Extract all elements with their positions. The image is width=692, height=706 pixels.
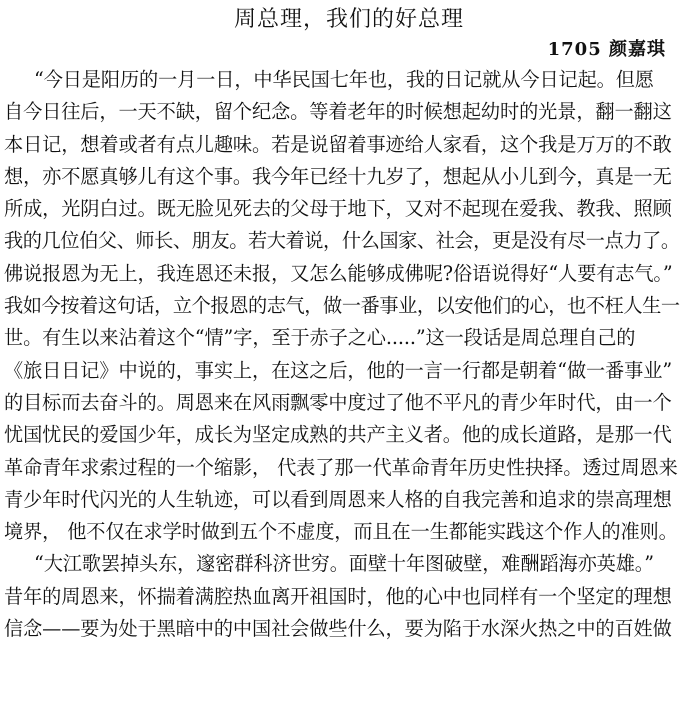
text-line: 想，亦不愿真够儿有这个事。我今年已经十九岁了，想起从小儿到今，真是一无: [4, 164, 672, 188]
text-line: 本日记，想着或者有点儿趣味。若是说留着事迹给人家看，这个我是万万的不敢: [4, 132, 672, 156]
paragraph: [4, 64, 684, 548]
author-line: 1705 颜嘉琪: [547, 39, 666, 60]
text-line: 革命青年求索过程的一个缩影， 代表了那一代革命青年历史性抉择。透过周恩来: [4, 455, 678, 479]
article-body: [4, 64, 684, 645]
text-line: 信念——要为处于黑暗中的中国社会做些什么，要为陷于水深火热之中的百姓做: [4, 617, 672, 641]
text-line: 世。有生以来沾着这个“情”字，至于赤子之心.....”这一段话是周总理自己的: [4, 326, 636, 350]
text-line: 昔年的周恩来，怀揣着满腔热血离开祖国时，他的心中也同样有一个坚定的理想: [4, 584, 672, 608]
text-line: 的目标而去奋斗的。周恩来在风雨飘零中度过了他不平凡的青少年时代，由一个: [4, 390, 672, 414]
text-line: 我的几位伯父、师长、朋友。若大着说，什么国家、社会，更是没有尽一点力了。: [4, 229, 680, 253]
text-line: “今日是阳历的一月一日，中华民国七年也，我的日记就从今日记起。但愿: [34, 68, 654, 91]
text-line: 佛说报恩为无上，我连恩还未报，又怎么能够成佛呢?俗语说得好“人要有志气。”: [4, 261, 673, 285]
text-line: 所成，光阴白过。既无脸见死去的父母于地下，又对不起现在爱我、教我、照顾: [4, 197, 672, 221]
text-line: “大江歌罢掉头东，邃密群科济世穷。面壁十年图破壁，难酬蹈海亦英雄。”: [34, 552, 654, 576]
text-line: 忧国忧民的爱国少年，成长为坚定成熟的共产主义者。他的成长道路，是那一代: [4, 423, 672, 447]
article-title: 周总理，我们的好总理: [233, 7, 464, 32]
text-line: 自今日往后，一天不缺，留个纪念。等着老年的时候想起幼时的光景，翻一翻这: [4, 100, 672, 124]
text-line: 境界， 他不仅在求学时做到五个不虚度，而且在一生都能实践这个作人的准则。: [4, 520, 678, 544]
text-line: 我如今按着这句话，立个报恩的志气，做一番事业，以安他们的心，也不枉人生一: [4, 294, 680, 318]
text-line: 《旅日日记》中说的，事实上，在这之后，他的一言一行都是朝着“做一番事业”: [4, 358, 673, 382]
text-line: 青少年时代闪光的人生轨迹，可以看到周恩来人格的自我完善和追求的崇高理想: [4, 487, 672, 511]
paragraph: [4, 548, 684, 645]
